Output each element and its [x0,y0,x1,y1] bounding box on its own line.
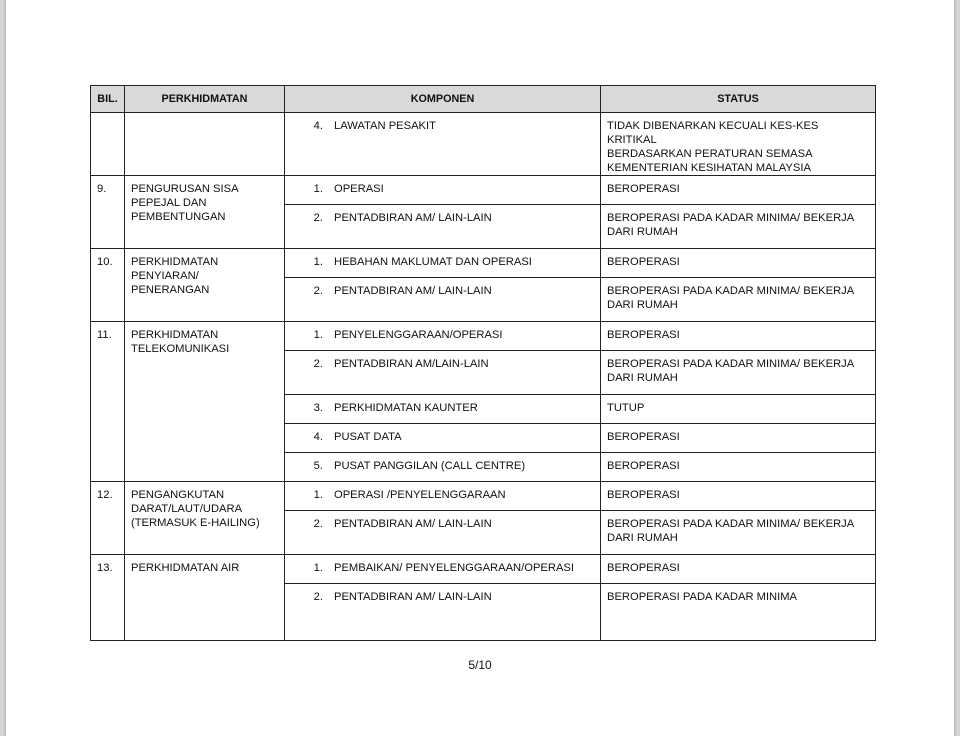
component-name: PENTADBIRAN AM/ LAIN-LAIN [334,591,492,603]
component-cell [285,205,601,249]
status-cell [601,176,876,205]
component-number: 2. [313,212,323,224]
component-name: PENTADBIRAN AM/LAIN-LAIN [334,358,489,370]
table-row [91,176,876,205]
status-text: BEROPERASI [607,183,680,195]
document-page [6,0,954,736]
status-cell [601,278,876,322]
component-cell [285,555,601,584]
status-cell [601,424,876,453]
component-name: PENTADBIRAN AM/ LAIN-LAIN [334,518,492,530]
status-cell [601,584,876,641]
header-status: STATUS [601,86,876,113]
status-cell [601,205,876,249]
bil-number: 9. [97,183,107,195]
table-row [91,249,876,278]
header-bil: BIL. [91,86,125,113]
status-text: BEROPERASI PADA KADAR MINIMA/ BEKERJA DARI RUMAH [607,518,855,544]
bil-cell [91,249,125,322]
service-name: PENGURUSAN SISA PEPEJAL DAN PEMBENTUNGAN [131,183,239,223]
status-text: BEROPERASI PADA KADAR MINIMA/ BEKERJA DARI RUMAH [607,212,855,238]
component-cell [285,482,601,511]
services-table [90,85,876,641]
service-cell [125,555,285,641]
bil-number: 11. [97,329,112,341]
component-name: PUSAT PANGGILAN (CALL CENTRE) [334,460,526,472]
service-cell [125,249,285,322]
component-number: 3. [313,402,323,414]
table-header-row [91,86,876,113]
component-cell [285,322,601,351]
status-text: BEROPERASI [607,256,680,268]
bil-number [91,113,124,119]
table-row [91,113,876,176]
component-cell [285,453,601,482]
bil-cell [91,176,125,249]
component-number: 1. [313,489,323,501]
status-text: BEROPERASI [607,431,680,443]
component-name: PEMBAIKAN/ PENYELENGGARAAN/OPERASI [334,562,574,574]
header-komponen: KOMPONEN [285,86,601,113]
component-name: PUSAT DATA [334,431,402,443]
component-number: 1. [313,256,323,268]
service-name: PERKHIDMATAN PENYIARAN/ PENERANGAN [131,256,219,296]
component-name: LAWATAN PESAKIT [334,120,436,132]
component-name: PENTADBIRAN AM/ LAIN-LAIN [334,285,492,297]
bil-cell [91,482,125,555]
component-cell [285,424,601,453]
status-text: BEROPERASI PADA KADAR MINIMA [607,591,798,603]
component-cell [285,176,601,205]
bil-cell [91,113,125,176]
status-cell [601,113,876,176]
component-cell [285,249,601,278]
table-row [91,482,876,511]
table-body [91,113,876,641]
service-name [125,113,284,119]
status-text: BEROPERASI [607,329,680,341]
status-cell [601,351,876,395]
bil-cell [91,555,125,641]
component-cell [285,584,601,641]
status-text: TIDAK DIBENARKAN KECUALI KES-KES KRITIKAL BERDASARKAN PERATURAN SEMASA KEMENTERIAN KESIHATAN MALAYSIA [607,120,819,174]
service-name: PERKHIDMATAN AIR [131,562,240,574]
component-name: PENYELENGGARAAN/OPERASI [334,329,503,341]
component-number: 1. [313,183,323,195]
service-cell [125,113,285,176]
component-cell [285,511,601,555]
status-cell [601,511,876,555]
bil-number: 10. [97,256,113,268]
component-name: HEBAHAN MAKLUMAT DAN OPERASI [334,256,532,268]
component-name: PENTADBIRAN AM/ LAIN-LAIN [334,212,492,224]
component-cell [285,351,601,395]
status-cell [601,555,876,584]
status-text: BEROPERASI [607,460,680,472]
service-name: PERKHIDMATAN TELEKOMUNIKASI [131,329,230,355]
table-row [91,322,876,351]
status-text: TUTUP [607,402,645,414]
component-name: PERKHIDMATAN KAUNTER [334,402,478,414]
component-number: 2. [313,358,323,370]
component-name: OPERASI /PENYELENGGARAAN [334,489,506,501]
status-text: BEROPERASI PADA KADAR MINIMA/ BEKERJA DARI RUMAH [607,285,855,311]
component-name: OPERASI [334,183,384,195]
service-cell [125,482,285,555]
component-number: 2. [313,591,323,603]
service-cell [125,176,285,249]
table-row [91,555,876,584]
service-name: PENGANGKUTAN DARAT/LAUT/UDARA (TERMASUK E-HAILING) [131,489,260,529]
component-cell [285,278,601,322]
bil-cell [91,322,125,482]
status-text: BEROPERASI PADA KADAR MINIMA/ BEKERJA DARI RUMAH [607,358,855,384]
component-number: 1. [313,562,323,574]
status-cell [601,249,876,278]
header-perkhidmatan: PERKHIDMATAN [125,86,285,113]
component-number: 2. [313,285,323,297]
bil-number: 13. [97,562,113,574]
status-cell [601,482,876,511]
component-cell [285,113,601,176]
bil-number: 12. [97,489,113,501]
status-cell [601,453,876,482]
status-text: BEROPERASI [607,562,680,574]
component-number: 4. [313,120,323,132]
page-number: 5/10 [468,658,492,672]
status-cell [601,395,876,424]
component-number: 5. [313,460,323,472]
status-cell [601,322,876,351]
status-text: BEROPERASI [607,489,680,501]
component-number: 2. [313,518,323,530]
component-cell [285,395,601,424]
component-number: 1. [313,329,323,341]
service-cell [125,322,285,482]
component-number: 4. [313,431,323,443]
